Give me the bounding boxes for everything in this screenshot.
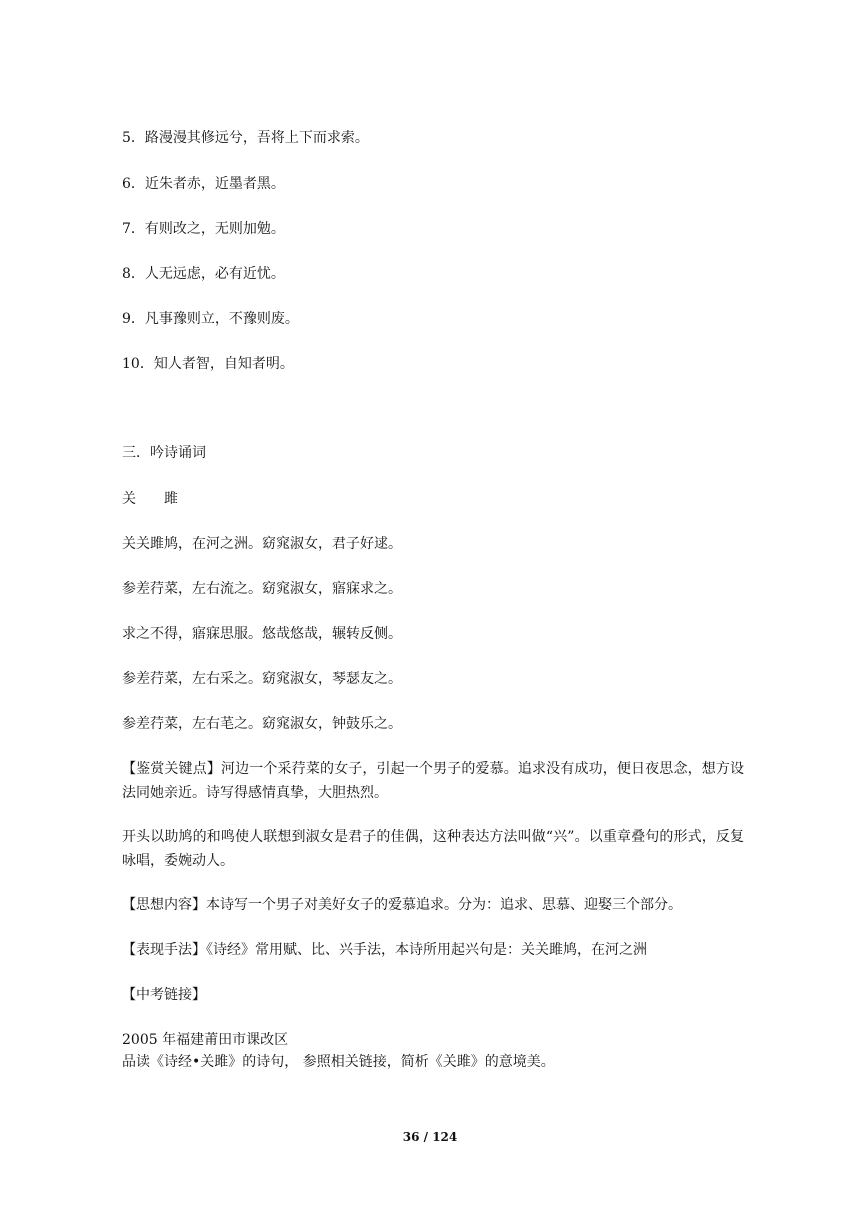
poem-line: 关关雎鸠，在河之洲。窈窕淑女，君子好逑。 (122, 536, 402, 552)
content-paragraph: 【思想内容】本诗写一个男子对美好女子的爱慕追求。分为：追求、思慕、迎娶三个部分。 (122, 897, 682, 913)
page-number: 36 / 124 (402, 1130, 458, 1144)
poem-title: 关 雎 (122, 491, 178, 507)
exam-link-heading: 【中考链接】 (122, 987, 206, 1003)
quote-line: 6．近朱者赤，近墨者黑。 (122, 176, 285, 192)
poem-line: 参差荇菜，左右采之。窈窕淑女，琴瑟友之。 (122, 671, 402, 687)
poem-line: 参差荇菜，左右流之。窈窕淑女，寤寐求之。 (122, 581, 402, 597)
quote-line: 8．人无远虑，必有近忧。 (122, 266, 285, 282)
section-heading: 三．吟诗诵词 (122, 445, 206, 461)
quote-line: 9．凡事豫则立，不豫则废。 (122, 311, 299, 327)
poem-line: 求之不得，寤寐思服。悠哉悠哉，辗转反侧。 (122, 626, 402, 642)
technique-paragraph: 【表现手法】《诗经》常用赋、比、兴手法，本诗所用起兴句是：关关雎鸠，在河之洲 (122, 942, 647, 958)
appreciation-paragraph: 【鉴赏关键点】河边一个采荇菜的女子，引起一个男子的爱慕。追求没有成功，便日夜思念，想方设法同她亲近。诗写得感情真挚，大胆热烈。 (122, 761, 744, 801)
exam-question: 品读《诗经•关雎》的诗句， 参照相关链接，简析《关雎》的意境美。 (122, 1054, 555, 1070)
poem-line: 参差荇菜，左右芼之。窈窕淑女，钟鼓乐之。 (122, 716, 402, 732)
quote-line: 10．知人者智，自知者明。 (122, 356, 294, 372)
quote-line: 5．路漫漫其修远兮，吾将上下而求索。 (122, 130, 369, 146)
opening-note-paragraph: 开头以助鸠的和鸣使人联想到淑女是君子的佳偶，这种表达方法叫做“兴”。以重章叠句的形式，反复咏唱，委婉动人。 (122, 829, 744, 869)
quote-line: 7．有则改之，无则加勉。 (122, 221, 285, 237)
exam-source: 2005 年福建莆田市课改区 (122, 1032, 289, 1048)
